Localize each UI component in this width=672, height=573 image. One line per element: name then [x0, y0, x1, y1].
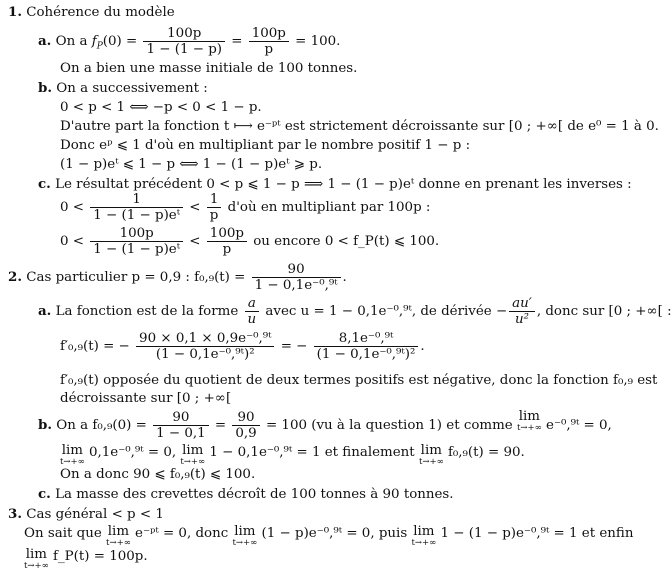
s1b-line4: Donc eᵖ ⩽ 1 d'où en multipliant par le nombre positif 1 − p : [60, 138, 471, 153]
s1-number: 1. [8, 4, 22, 20]
s1b-text1: On a successivement : [56, 81, 208, 96]
s1c-r2-num: 100p [90, 226, 183, 242]
s2a-line4: décroissante sur [0 ; +∞[ [60, 391, 232, 406]
s2b-lim3 [180, 444, 205, 466]
s2a-l2-den: (1 − 0,1e⁻⁰,⁹ᵗ)² [155, 347, 255, 362]
s2b-l2-b: 1 − 0,1e⁻⁰,⁹ᵗ = 1 et finalement [209, 445, 415, 460]
s2b-l2-a: 0,1e⁻⁰,⁹ᵗ = 0, [89, 445, 177, 460]
s1a-frac2 [249, 26, 289, 57]
s2a-line3: f′₀,₉(t) opposée du quotient de deux termes positifs est négative, donc la fonction f₀,₉ est [60, 373, 658, 388]
s3-lim2-word: lim [234, 524, 256, 539]
s2-head-end: . [342, 270, 347, 285]
s2b-lim4-sub: t→+∞ [418, 457, 444, 467]
s1c-r2-pre: 0 < [60, 234, 84, 249]
s3-lim2-sub: t→+∞ [232, 538, 258, 548]
s2a-l1-fden: u [247, 312, 257, 327]
s2b-lim1-word: lim [518, 409, 540, 424]
s2a-label: a. [38, 303, 52, 319]
s2b-l1-den: 1 − 0,1 [156, 426, 206, 441]
s1c-r2-den2: p [222, 242, 232, 257]
s2a-l1-mid: avec u = 1 − 0,1e⁻⁰,⁹ᵗ, de dérivée − [265, 304, 508, 319]
s1c-r2-mid: < [189, 234, 201, 249]
s1a-pre: On a [55, 34, 88, 49]
s1a-f: f [91, 34, 97, 49]
s2b-l1-frac [153, 410, 209, 441]
s1a-frac2-num: 100p [249, 26, 289, 42]
s3-lim3-sub: t→+∞ [411, 538, 437, 548]
s1c-r1-den: 1 − (1 − p)eᵗ [93, 208, 181, 223]
s2b-l1-pre: On a f₀,₉(0) = [56, 418, 147, 433]
s3-line1 [24, 525, 633, 547]
s1a-end: = 100. [295, 34, 341, 49]
s2b-line3: On a donc 90 ⩽ f₀,₉(t) ⩽ 100. [60, 467, 256, 482]
s2b-l1-num2: 90 [232, 410, 259, 426]
s2b-l1-den2: 0,9 [235, 426, 257, 441]
s3-l1-b: (1 − p)e⁻⁰,⁹ᵗ = 0, puis [261, 526, 408, 541]
s2a-l2-den2: (1 − 0,1e⁻⁰,⁹ᵗ)² [316, 347, 416, 362]
s2a-line2 [60, 331, 425, 362]
s1-heading [8, 4, 175, 21]
s3-lim1-sub: t→+∞ [106, 538, 131, 548]
s2-head-frac [252, 262, 341, 293]
s1c-r2-frac [90, 226, 183, 257]
s2b-l1-end: e⁻⁰,⁹ᵗ = 0, [546, 418, 612, 433]
s2-head-pre: Cas particulier p = 0,9 : f₀,₉(t) = [26, 270, 246, 285]
s1c-r1-num2: 1 [207, 192, 222, 208]
s2a-l2-end: . [420, 339, 425, 354]
s2b-l1-num: 90 [153, 410, 209, 426]
s1a-label: a. [38, 33, 52, 49]
s1b-line1 [38, 80, 208, 97]
s1b-label: b. [38, 80, 53, 96]
s1a-frac2-den: p [264, 42, 274, 57]
s2-head-num: 90 [252, 262, 341, 278]
s1c-r2-num2: 100p [207, 226, 247, 242]
s3-lim4-sub: t→+∞ [24, 561, 49, 571]
s2b-lim4 [419, 444, 444, 466]
s2a-l1-end: , donc sur [0 ; +∞[ : [536, 304, 672, 319]
s1c-r1-mid: < [189, 200, 201, 215]
s2a-l2-mid: = − [280, 339, 308, 354]
s2b-lim1 [517, 410, 542, 432]
s2-number: 2. [8, 269, 22, 285]
s2a-l2-num2: 8,1e⁻⁰,⁹ᵗ [314, 331, 419, 347]
s3-number: 3. [8, 506, 22, 522]
s3-lim1 [106, 525, 131, 547]
s1a-equation: a. On a $f_P(0)$ = $\frac{100p}{1 - (1 - p)}$ = $\frac{100p}{p}$ = 100. [38, 26, 341, 57]
s3-lim1-word: lim [107, 524, 130, 539]
s1c-r2-post: ou encore 0 < f_P(t) ⩽ 100. [253, 234, 440, 249]
s2c-line1 [38, 486, 454, 503]
s1a-frac1-num: 100p [143, 26, 225, 42]
s3-lim3-word: lim [413, 524, 435, 539]
s2a-l2-pre: f′₀,₉(t) = − [60, 339, 130, 354]
s3-l2: f_P(t) = 100p. [53, 549, 148, 564]
s2b-lim1-sub: t→+∞ [517, 423, 542, 433]
s1c-text1: Le résultat précédent 0 < p ⩽ 1 − p ⟹ 1 − (1 − p)eᵗ donne en prenant les inverses : [55, 177, 632, 192]
s2a-line1 [38, 296, 672, 327]
s3-lim2 [233, 525, 258, 547]
s2c-label: c. [38, 486, 51, 502]
s1a-frac1 [143, 26, 225, 57]
s3-lim3 [411, 525, 436, 547]
s1c-label: c. [38, 176, 51, 192]
s1c-r1-frac [90, 192, 183, 223]
s2b-lim2 [60, 444, 85, 466]
s2a-l1-dden: u² [515, 312, 529, 327]
s2a-l2-frac2 [314, 331, 419, 362]
s1c-row1 [60, 192, 430, 223]
s1b-line2: 0 < p < 1 ⟺ −p < 0 < 1 − p. [60, 100, 262, 115]
s3-title: Cas général < p < 1 [26, 507, 164, 522]
s1-title: Cohérence du modèle [26, 5, 175, 20]
s2b-lim2-sub: t→+∞ [60, 457, 85, 467]
s2a-l1-fnum: a [245, 296, 260, 312]
s1c-line1 [38, 176, 632, 193]
s2b-lim3-sub: t→+∞ [180, 457, 206, 467]
s3-heading [8, 506, 164, 523]
s1c-r1-num: 1 [90, 192, 183, 208]
s3-lim4-word: lim [25, 547, 47, 562]
s1b-line5: (1 − p)eᵗ ⩽ 1 − p ⟺ 1 − (1 − p)eᵗ ⩾ p. [60, 157, 323, 172]
s1c-r2-den: 1 − (1 − p)eᵗ [93, 242, 181, 257]
s2b-l1-post: = 100 (vu à la question 1) et comme [265, 418, 513, 433]
s1a-farg: (0) = [102, 34, 138, 49]
s2b-lim2-word: lim [61, 443, 83, 458]
s2-heading [8, 262, 347, 293]
s2a-l2-frac [136, 331, 274, 362]
s2c-text: La masse des crevettes décroît de 100 tonnes à 90 tonnes. [55, 487, 454, 502]
s1a-frac1-den: 1 − (1 − p) [146, 42, 222, 57]
s1b-line3: D'autre part la fonction t ⟼ e⁻ᵖᵗ est strictement décroissante sur [0 ; +∞[ de e⁰ = 1 à 0. [60, 119, 659, 134]
s2a-l2-num: 90 × 0,1 × 0,9e⁻⁰,⁹ᵗ [136, 331, 274, 347]
s2-head-den: 1 − 0,1e⁻⁰,⁹ᵗ [254, 278, 338, 293]
s2b-l1-frac2 [232, 410, 259, 441]
s3-l1-pre: On sait que [24, 526, 102, 541]
s2b-l1-mid: = [214, 418, 227, 433]
s2a-l1-frac [245, 296, 260, 327]
s3-l1-c: 1 − (1 − p)e⁻⁰,⁹ᵗ = 1 et enfin [440, 526, 634, 541]
s2b-line2 [60, 444, 525, 466]
s2b-lim3-word: lim [182, 443, 204, 458]
s2b-l2-c: f₀,₉(t) = 90. [447, 445, 525, 460]
s3-lim4 [24, 548, 49, 570]
s1a-fsub: P [96, 41, 103, 52]
s1c-r1-frac2 [207, 192, 222, 223]
s2b-line1 [38, 410, 612, 441]
s1a-line2: On a bien une masse initiale de 100 tonnes. [60, 61, 358, 76]
s3-line2 [24, 548, 148, 570]
s3-l1-a: e⁻ᵖᵗ = 0, donc [135, 526, 229, 541]
s1c-row2 [60, 226, 439, 257]
s1c-r2-frac2 [207, 226, 247, 257]
s1c-r1-pre: 0 < [60, 200, 84, 215]
s2a-l1-pre: La fonction est de la forme [55, 304, 239, 319]
s2b-label: b. [38, 417, 53, 433]
s2b-lim4-word: lim [420, 443, 442, 458]
s1c-r1-post: d'où en multipliant par 100p : [227, 200, 431, 215]
s1c-r1-den2: p [209, 208, 219, 223]
s2a-l1-dnum: au′ [509, 296, 535, 312]
s2a-l1-dfrac [509, 296, 535, 327]
